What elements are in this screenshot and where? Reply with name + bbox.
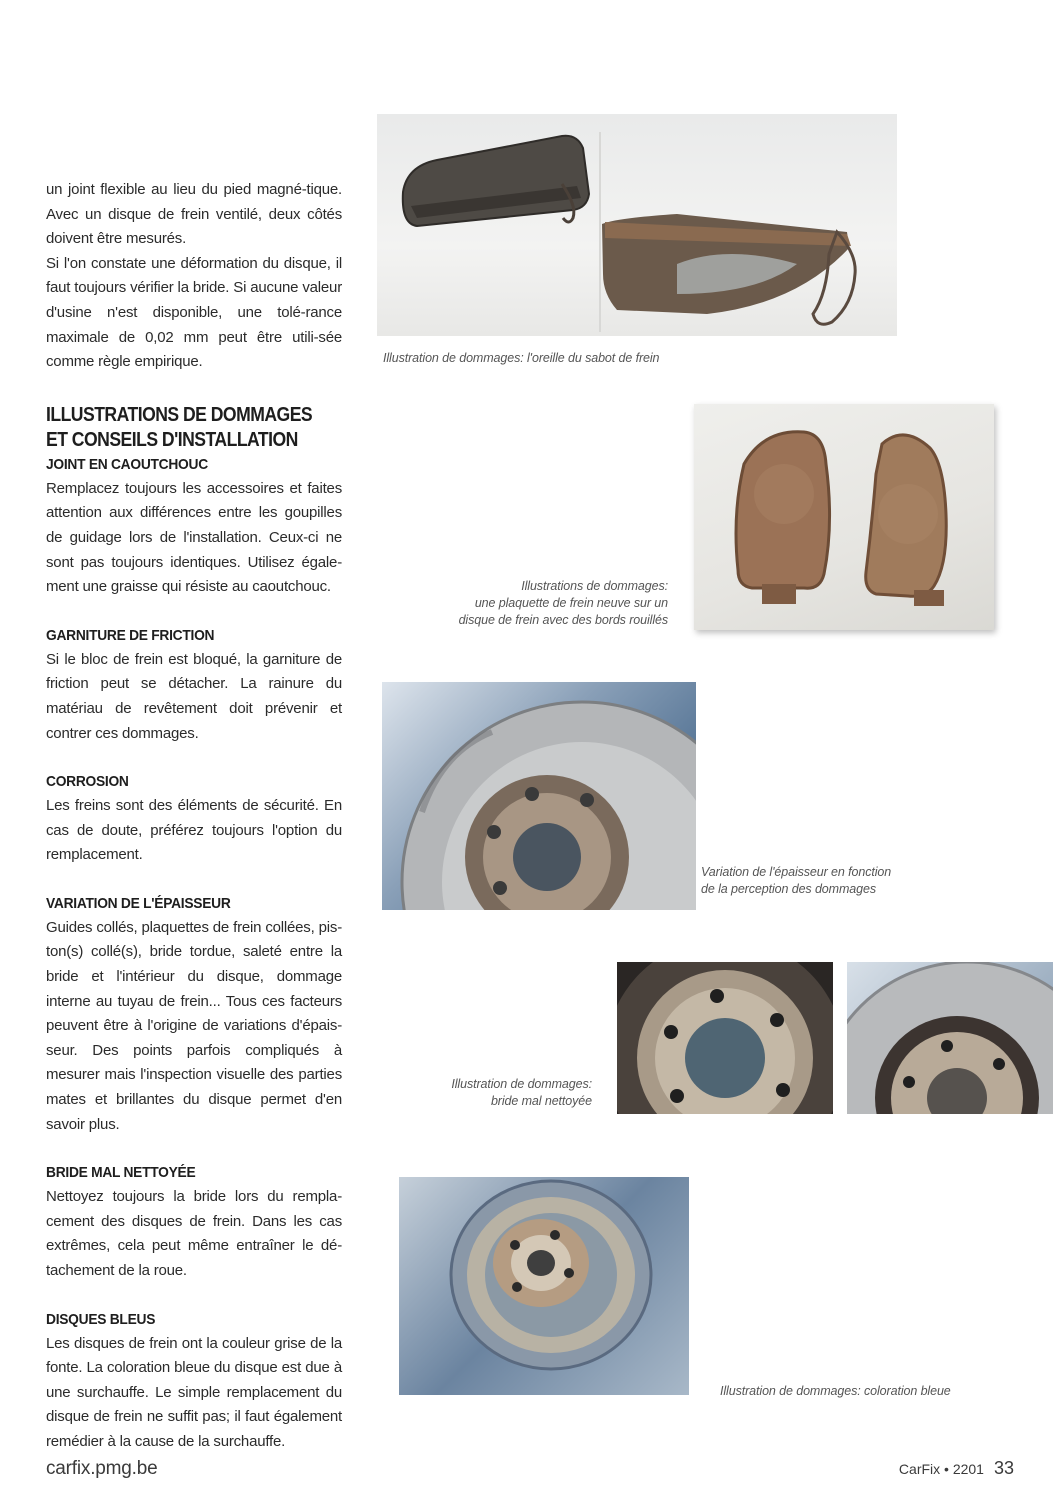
section-heading-line-1: ILLUSTRATIONS DE DOMMAGES [46,403,313,426]
section-text: Les freins sont des éléments de sécurité. En cas de doute, préférez toujours l'option du remplacement. [46,797,342,864]
intro-paragraph-2: Si l'on constate une déformation du disque, il faut toujours vérifier la bride. Si aucune valeur d'usine n'est disponible, une tolé-rance maximale de 0,02 mm peut être utili-sée comme règle empirique. [46,254,342,371]
caption-pads [430,578,668,629]
section-title: BRIDE MAL NETTOYÉE [46,1164,196,1182]
caption-thickness-line: de la perception des dommages [701,882,876,896]
section-text: Guides collés, plaquettes de frein collées, pis-ton(s) collé(s), bride tordue, saleté entre la bride et l'intérieur du disque, dommage interne au tuyau de frein... Tous ces facteurs peuvent être à l'origine de variations d'épais-seur. Des points parfois compliqués à mesurer mais l'inspection visuelle des parties mates et brillantes du disque permet d'en savoir plus. [46,918,342,1133]
caption-pads-line: Illustrations de dommages: [521,579,668,593]
footer-issue [899,1458,1014,1479]
section-heading-line-2: ET CONSEILS D'INSTALLATION [46,428,298,451]
section-title: DISQUES BLEUS [46,1310,156,1328]
footer-website: carfix.pmg.be [46,1458,158,1479]
caption-flange [430,1076,592,1110]
section-title: JOINT EN CAOUTCHOUC [46,455,208,473]
section-text: Les disques de frein ont la couleur grise de la fonte. La coloration bleue du disque est due à une surchauffe. Le simple remplacement du disque de frein ne suffit pas; il faut également remédier à la cause de la surchauffe. [46,1334,342,1450]
section-thickness-variation [46,892,342,1137]
caption-flange-line: bride mal nettoyée [490,1094,592,1108]
caption-pads-line: une plaquette de frein neuve sur un [474,596,668,610]
caption-flange-line: Illustration de dommages: [451,1077,592,1091]
section-text: Remplacez toujours les accessoires et faites attention aux différences entre les goupilles de guidage lors de l'installation. Ceux-ci ne sont pas toujours identiques. Utilisez égale-ment une graisse qui résiste au caoutchouc. [46,479,342,596]
section-text: Si le bloc de frein est bloqué, la garniture de friction peut se détacher. La rainure du matériau de revêtement doit prévenir et contrer ces dommages. [46,650,342,742]
page-number: 33 [993,1458,1014,1478]
section-title: GARNITURE DE FRICTION [46,626,215,644]
section-corrosion [46,770,342,868]
brake-pads-photo [694,404,994,630]
caption-thickness [701,864,891,898]
section-dirty-flange [46,1161,342,1283]
dirty-flange-photo-1 [617,962,833,1114]
disc-thickness-photo [382,682,696,910]
section-text: Nettoyez toujours la bride lors du rempla-cement des disques de frein. Dans les cas extrêmes, cela peut même entraîner le dé-tachement de la roue. [46,1188,342,1279]
section-title: CORROSION [46,773,129,791]
section-rubber-seal [46,453,342,600]
intro-text [46,178,342,375]
caption-pads-line: disque de frein avec des bords rouillés [458,613,668,627]
caption-blue: Illustration de dommages: coloration bleue [720,1384,951,1398]
intro-paragraph-1: un joint flexible au lieu du pied magné-tique. Avec un disque de frein ventilé, deux côtés doivent être mesurés. [46,181,342,248]
caption-ear: Illustration de dommages: l'oreille du sabot de frein [383,351,660,365]
section-title: VARIATION DE L'ÉPAISSEUR [46,894,231,912]
footer-magazine: CarFix • 2201 [898,1461,984,1477]
section-blue-discs [46,1308,342,1455]
brake-pad-ear-photo [377,114,897,336]
article-column [46,178,342,1479]
section-friction-lining [46,624,342,746]
caption-thickness-line: Variation de l'épaisseur en fonction [701,865,892,879]
dirty-flange-photo-2 [847,962,1053,1114]
blue-disc-photo [399,1177,689,1395]
